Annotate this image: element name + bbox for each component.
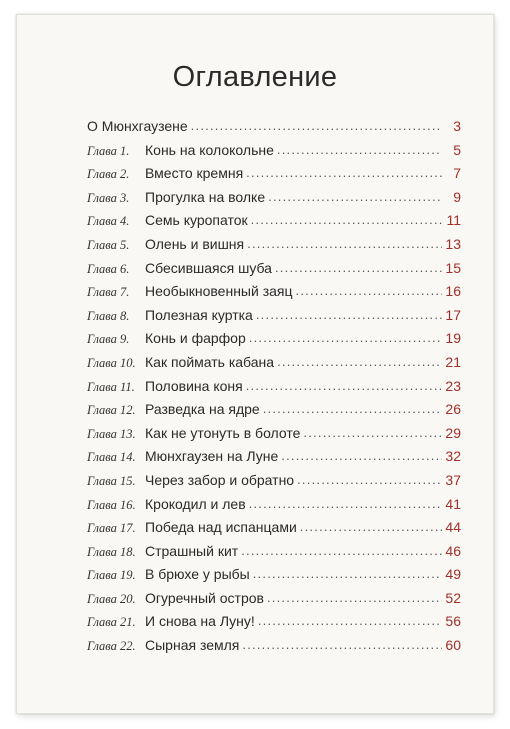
toc-page-number: 21 [445, 353, 461, 370]
toc-page-number: 29 [445, 424, 461, 441]
toc-entry [87, 142, 461, 166]
chapter-label: Глава 13. [87, 426, 136, 441]
toc-entry [87, 354, 461, 378]
toc-entry [87, 425, 461, 449]
toc-page-number: 32 [445, 448, 461, 465]
dot-leader [263, 401, 442, 416]
toc-entry-name: Сбесившаяся шуба [145, 259, 272, 276]
toc-entry-name: Огуречный остров [145, 589, 264, 606]
toc-entry [87, 590, 461, 614]
toc-entry [87, 189, 461, 213]
dot-leader [246, 165, 442, 180]
chapter-label: Глава 16. [87, 497, 136, 512]
toc-entry-name: Конь и фарфор [145, 330, 246, 347]
dot-leader [249, 330, 442, 345]
toc-page-number: 41 [445, 495, 461, 512]
chapter-label: Глава 7. [87, 285, 130, 300]
dot-leader [247, 236, 442, 251]
chapter-label: Глава 17. [87, 521, 136, 536]
dot-leader [281, 448, 442, 463]
toc-entry-name: Конь на колокольне [145, 141, 274, 158]
dot-leader [267, 590, 442, 605]
toc-page-number: 13 [445, 235, 461, 252]
dot-leader [251, 212, 442, 227]
toc-entry [87, 543, 461, 567]
toc-entry [87, 637, 461, 661]
dot-leader [249, 496, 442, 511]
dot-leader [277, 354, 442, 369]
toc-page-number: 5 [453, 141, 461, 158]
toc-entry-name: Как поймать кабана [145, 353, 275, 370]
toc-entry-name: Мюнхгаузен на Луне [145, 448, 279, 465]
toc-entry-name: И снова на Луну! [145, 613, 255, 630]
dot-leader [241, 543, 442, 558]
chapter-label: Глава 8. [87, 308, 130, 323]
chapter-label: Глава 21. [87, 615, 136, 630]
toc-entry-name: Необыкновенный заяц [145, 283, 293, 300]
toc-page-number: 16 [445, 283, 461, 300]
dot-leader [256, 307, 442, 322]
toc-page-number: 3 [453, 118, 461, 134]
toc-entry [87, 165, 461, 189]
toc-page-number: 60 [445, 637, 461, 654]
chapter-label: Глава 2. [87, 167, 130, 182]
toc-entry-name: Вместо кремня [145, 165, 244, 182]
dot-leader [191, 118, 442, 133]
chapter-label: Глава 20. [87, 591, 136, 606]
chapter-label: Глава 3. [87, 190, 130, 205]
toc-entry-name: Крокодил и лев [145, 495, 246, 512]
book-page [16, 14, 494, 714]
toc-entry-name: Семь куропаток [145, 212, 248, 229]
chapter-label: Глава 9. [87, 332, 130, 347]
chapter-label: Глава 15. [87, 473, 136, 488]
chapter-label: Глава 18. [87, 544, 136, 559]
toc-entry-name: Разведка на ядре [145, 401, 260, 418]
toc-entry [87, 566, 461, 590]
toc-page-number: 44 [445, 519, 461, 536]
chapter-label: Глава 14. [87, 450, 136, 465]
dot-leader [242, 637, 442, 652]
toc-entry-name: Олень и вишня [145, 235, 245, 252]
chapter-label: Глава 11. [87, 379, 135, 394]
toc-page-number: 17 [445, 306, 461, 323]
toc-page-number: 52 [445, 589, 461, 606]
toc-entry [87, 472, 461, 496]
chapter-label: Глава 19. [87, 568, 136, 583]
page-title: Оглавление [172, 61, 338, 93]
toc-page-number: 11 [446, 212, 461, 229]
toc-entry-name: Прогулка на волке [145, 188, 266, 205]
toc-page-number: 49 [445, 566, 461, 583]
toc-entry [87, 260, 461, 284]
toc-entry-name: Страшный кит [145, 542, 239, 559]
chapter-label: Глава 6. [87, 261, 130, 276]
toc-entry [87, 496, 461, 520]
toc-entry-name: В брюхе у рыбы [145, 566, 250, 583]
dot-leader [253, 566, 442, 581]
toc-entry [87, 519, 461, 543]
toc-entry [87, 236, 461, 260]
dot-leader [277, 142, 442, 157]
toc-entry-name: Как не утонуть в болоте [145, 424, 301, 441]
toc-entry-name: Сырная земля [145, 637, 240, 654]
toc-entry [87, 401, 461, 425]
toc-entry [87, 307, 461, 331]
toc-entry-name: О Мюнхгаузене [87, 118, 188, 134]
toc-page-number: 19 [445, 330, 461, 347]
dot-leader [303, 425, 442, 440]
toc-entry [87, 330, 461, 354]
chapter-label: Глава 4. [87, 214, 130, 229]
toc-entry [87, 613, 461, 637]
toc-page-number: 9 [453, 188, 461, 205]
toc-entry [87, 283, 461, 307]
dot-leader [296, 283, 442, 298]
toc-entry-intro [87, 118, 461, 142]
chapter-label: Глава 1. [87, 143, 130, 158]
dot-leader [258, 613, 442, 628]
chapter-label: Глава 10. [87, 355, 136, 370]
toc-entry [87, 378, 461, 402]
toc-entry-name: Половина коня [145, 377, 243, 394]
table-of-contents [87, 118, 461, 661]
toc-entry-name: Победа над испанцами [145, 519, 297, 536]
toc-page-number: 46 [445, 542, 461, 559]
toc-page-number: 7 [453, 165, 461, 182]
dot-leader [246, 378, 442, 393]
toc-entry [87, 212, 461, 236]
chapter-label: Глава 5. [87, 237, 130, 252]
dot-leader [275, 260, 442, 275]
chapter-label: Глава 12. [87, 403, 136, 418]
toc-page-number: 37 [445, 471, 461, 488]
toc-entry-name: Через забор и обратно [145, 471, 295, 488]
chapter-label: Глава 22. [87, 639, 136, 654]
dot-leader [268, 189, 442, 204]
toc-page-number: 15 [445, 259, 461, 276]
toc-page-number: 26 [445, 401, 461, 418]
toc-page-number: 23 [445, 377, 461, 394]
toc-page-number: 56 [445, 613, 461, 630]
toc-entry-name: Полезная куртка [145, 306, 253, 323]
dot-leader [297, 472, 442, 487]
dot-leader [300, 519, 442, 534]
toc-entry [87, 448, 461, 472]
